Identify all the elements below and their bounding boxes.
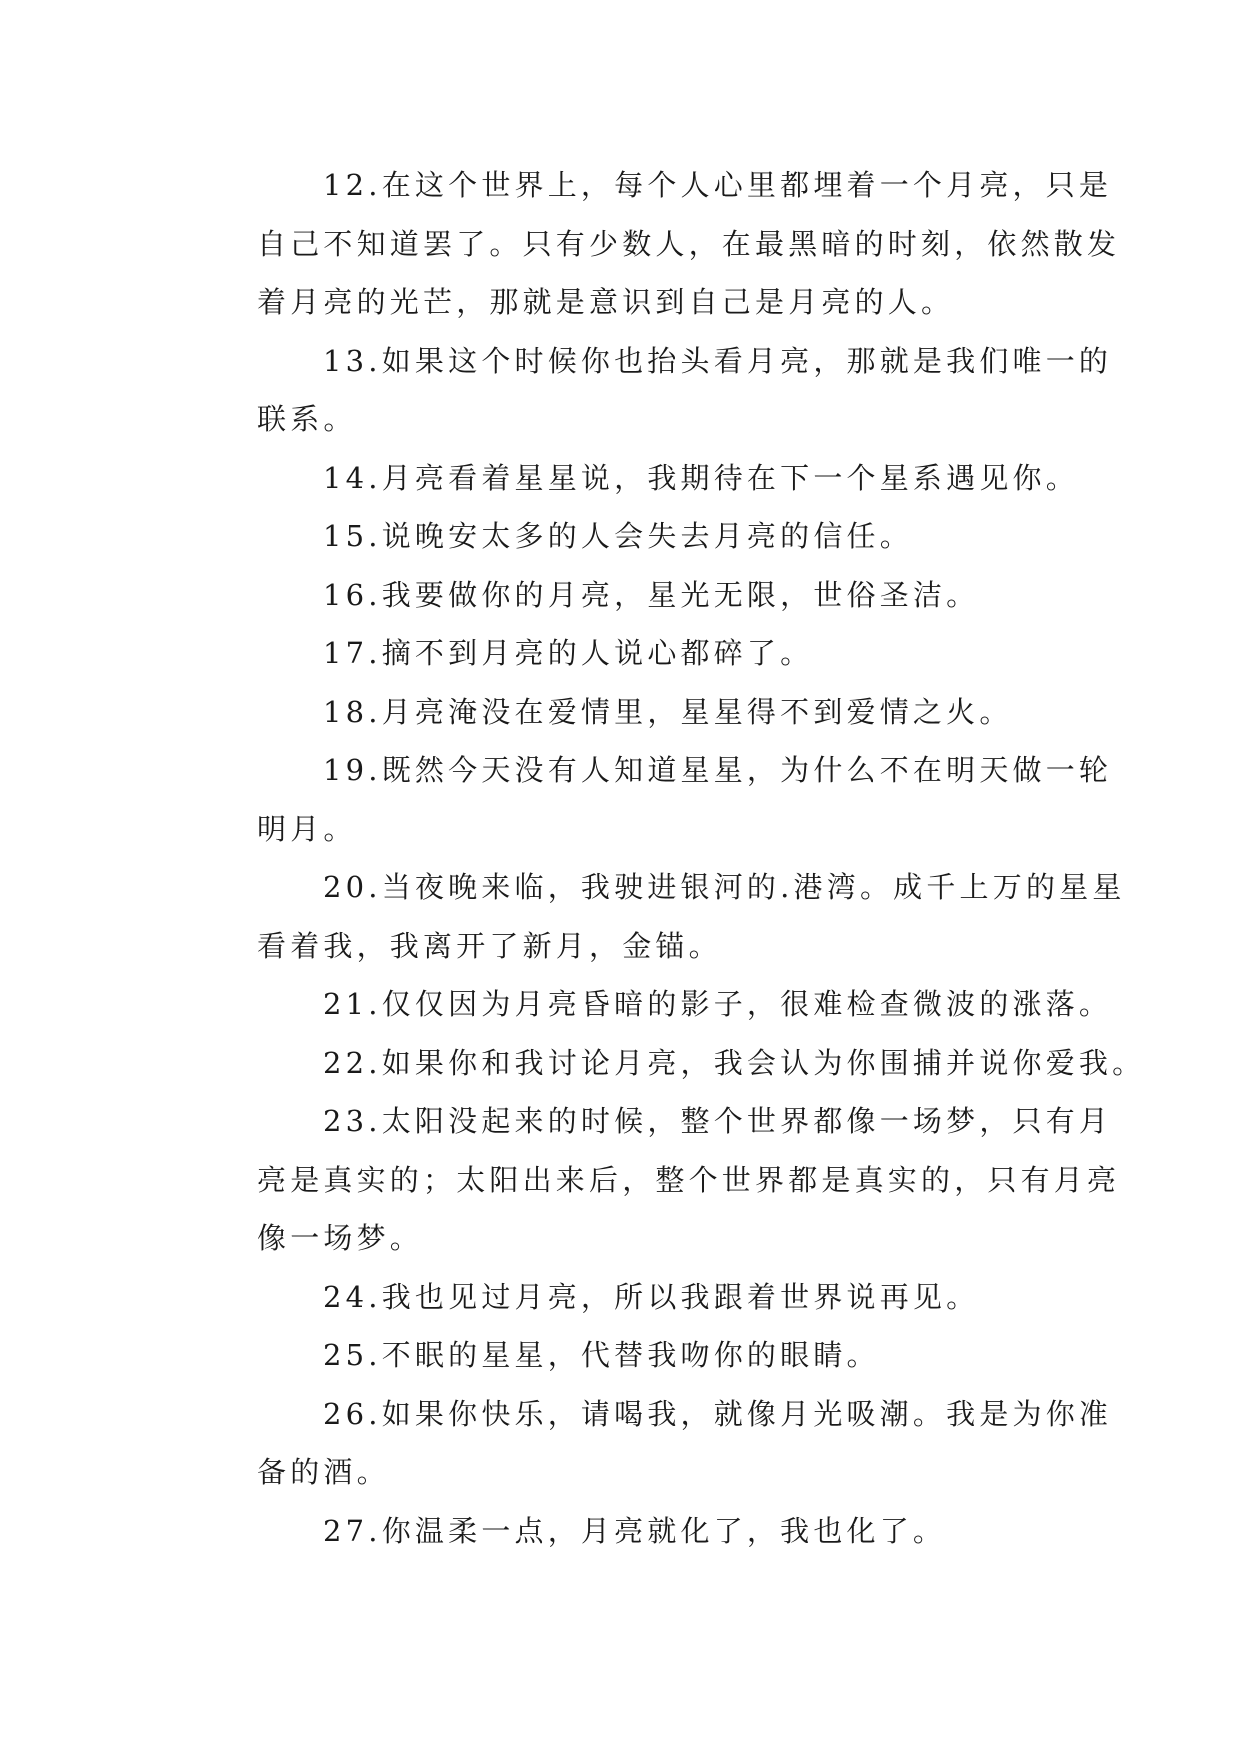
paragraph-line: 12.在这个世界上，每个人心里都埋着一个月亮，只是 [323, 168, 1113, 202]
paragraph-21 [191, 975, 1113, 1034]
paragraph-19 [191, 741, 1113, 858]
paragraph-20 [191, 858, 1126, 975]
paragraph-17 [191, 624, 1071, 683]
paragraph-line: 18.月亮淹没在爱情里，星星得不到爱情之火。 [323, 694, 1013, 729]
paragraph-26 [191, 1385, 1113, 1502]
paragraph-line: 23.太阳没起来的时候，整个世界都像一场梦，只有月 [323, 1104, 1113, 1138]
paragraph-18 [191, 683, 1071, 742]
paragraph-line: 自己不知道罢了。只有少数人，在最黑暗的时刻，依然散发 [257, 226, 1121, 261]
paragraph-line: 15.说晚安太多的人会失去月亮的信任。 [323, 519, 913, 553]
paragraph-24 [191, 1268, 1071, 1327]
paragraph-line: 13.如果这个时候你也抬头看月亮，那就是我们唯一的 [323, 343, 1113, 378]
paragraph-line: 27.你温柔一点，月亮就化了，我也化了。 [323, 1513, 947, 1548]
paragraph-line: 22.如果你和我讨论月亮，我会认为你围捕并说你爱我。 [323, 1045, 1146, 1080]
paragraph-23 [191, 1092, 1121, 1268]
paragraph-line: 亮是真实的；太阳出来后，整个世界都是真实的，只有月亮 [257, 1162, 1121, 1197]
paragraph-14 [191, 449, 1079, 508]
paragraph-22 [191, 1034, 1146, 1093]
paragraph-line: 25.不眠的星星，代替我吻你的眼睛。 [323, 1338, 880, 1372]
paragraph-15 [191, 507, 1071, 566]
paragraph-line: 备的酒。 [257, 1455, 390, 1489]
paragraph-line: 联系。 [257, 402, 357, 436]
paragraph-13 [191, 332, 1113, 449]
paragraph-line: 21.仅仅因为月亮昏暗的影子，很难检查微波的涨落。 [323, 987, 1113, 1021]
paragraph-12 [191, 156, 1121, 332]
paragraph-line: 19.既然今天没有人知道星星，为什么不在明天做一轮 [323, 753, 1113, 787]
paragraph-line: 24.我也见过月亮，所以我跟着世界说再见。 [323, 1279, 980, 1314]
paragraph-line: 26.如果你快乐，请喝我，就像月光吸潮。我是为你准 [323, 1396, 1113, 1431]
paragraph-line: 像一场梦。 [257, 1221, 424, 1255]
paragraph-line: 看着我，我离开了新月，金锚。 [257, 928, 722, 963]
paragraph-27 [191, 1502, 1071, 1561]
paragraph-line: 20.当夜晚来临，我驶进银河的.港湾。成千上万的星星 [323, 870, 1126, 904]
paragraph-25 [191, 1326, 1071, 1385]
paragraph-line: 16.我要做你的月亮，星光无限，世俗圣洁。 [323, 577, 980, 612]
document-body [191, 156, 1146, 1560]
paragraph-16 [191, 566, 1071, 625]
paragraph-line: 明月。 [257, 811, 357, 846]
paragraph-line: 14.月亮看着星星说，我期待在下一个星系遇见你。 [323, 460, 1079, 495]
paragraph-line: 17.摘不到月亮的人说心都碎了。 [323, 636, 814, 670]
paragraph-line: 着月亮的光芒，那就是意识到自己是月亮的人。 [257, 285, 955, 319]
